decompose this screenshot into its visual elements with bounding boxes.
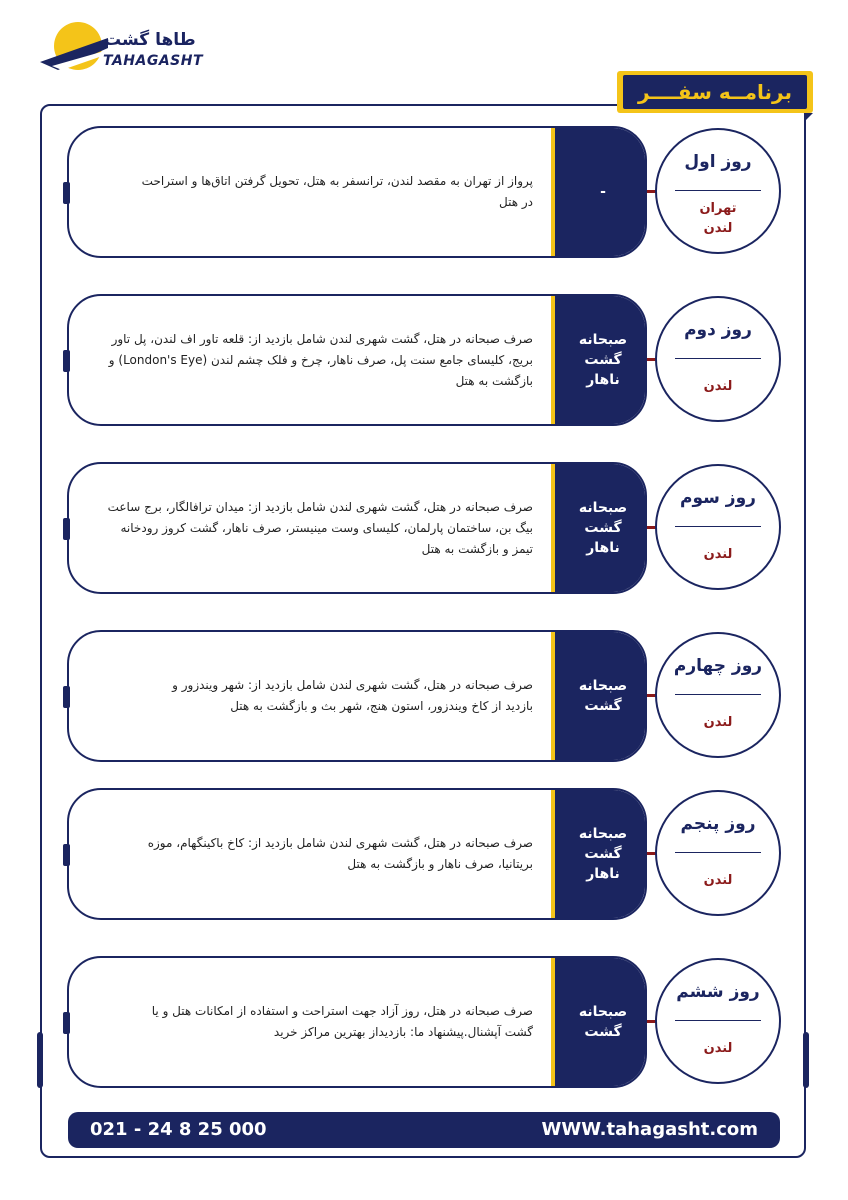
day-cities — [657, 198, 779, 240]
circle-divider — [675, 526, 761, 527]
day-desc-line: بریج، کلیسای جامع سنت پل، صرف ناهار، چرخ و فلک چشم لندن (London's Eye) و — [108, 352, 533, 367]
day-card — [67, 294, 647, 426]
circle-divider — [675, 694, 761, 695]
day-description — [89, 632, 533, 760]
meal-item: صبحانه — [578, 332, 628, 348]
day-cities — [657, 702, 779, 744]
footer-bar — [68, 1112, 780, 1148]
day-city: تهران — [699, 201, 737, 216]
card-edge-mark — [63, 518, 70, 540]
day-row — [67, 788, 783, 920]
meal-item: گشت — [584, 1024, 622, 1040]
brand-name-fa: طاها گشت — [104, 30, 196, 50]
day-description — [89, 958, 533, 1086]
day-city: لندن — [703, 221, 733, 236]
circle-divider — [675, 1020, 761, 1021]
day-row — [67, 956, 783, 1088]
day-name: روز چهارم — [673, 656, 763, 676]
day-desc-line: صرف صبحانه در هتل، گشت شهری لندن شامل بازدید از: شهر ویندزور و — [172, 678, 533, 692]
card-edge-mark — [63, 844, 70, 866]
circle-divider — [675, 852, 761, 853]
day-city: لندن — [703, 715, 733, 730]
brand-name-en: TAHAGASHT — [103, 53, 204, 69]
day-name: روز ششم — [676, 982, 760, 1002]
day-circle — [655, 464, 781, 590]
day-desc-line: در هتل — [499, 195, 533, 209]
day-name: روز پنجم — [680, 814, 756, 834]
day-desc-line: صرف صبحانه در هتل، گشت شهری لندن شامل بازدید از: میدان ترافالگار، برج ساعت — [107, 499, 533, 514]
day-card — [67, 462, 647, 594]
day-city: لندن — [703, 873, 733, 888]
meal-item: صبحانه — [578, 678, 628, 694]
day-card — [67, 956, 647, 1088]
day-cities — [657, 534, 779, 576]
meal-item: - — [600, 184, 606, 200]
day-cities — [657, 860, 779, 902]
card-edge-mark — [63, 1012, 70, 1034]
day-meals — [551, 296, 647, 424]
meal-item: صبحانه — [578, 500, 628, 516]
meal-item: ناهار — [586, 540, 620, 556]
meal-item: گشت — [584, 520, 622, 536]
day-row — [67, 462, 783, 594]
day-row — [67, 294, 783, 426]
day-name: روز دوم — [684, 320, 752, 340]
day-card — [67, 126, 647, 258]
day-city: لندن — [703, 547, 733, 562]
day-description — [89, 464, 533, 592]
meal-item: ناهار — [586, 372, 620, 388]
day-meals — [551, 958, 647, 1086]
day-desc-line: صرف صبحانه در هتل، روز آزاد جهت استراحت و استفاده از امکانات هتل و یا — [151, 1004, 533, 1018]
meal-item: صبحانه — [578, 826, 628, 842]
meal-item: صبحانه — [578, 1004, 628, 1020]
day-meals — [551, 464, 647, 592]
day-desc-line: بریتانیا، صرف ناهار و بازگشت به هتل — [347, 857, 533, 871]
day-desc-line: بازگشت به هتل — [455, 373, 533, 388]
card-edge-mark — [63, 686, 70, 708]
meal-item: گشت — [584, 352, 622, 368]
logo-mark-icon — [38, 20, 108, 80]
meal-item: ناهار — [586, 866, 620, 882]
frame-edge-right — [803, 1032, 809, 1088]
meal-item: گشت — [584, 698, 622, 714]
day-desc-line: پرواز از تهران به مقصد لندن، ترانسفر به هتل، تحویل گرفتن اتاق‌ها و استراحت — [141, 174, 533, 188]
frame-edge-left — [37, 1032, 43, 1088]
day-city: لندن — [703, 1041, 733, 1056]
day-circle — [655, 632, 781, 758]
day-desc-line: صرف صبحانه در هتل، گشت شهری لندن شامل بازدید از: قلعه تاور اف لندن، پل تاور — [111, 331, 533, 346]
day-description — [89, 790, 533, 918]
day-city: لندن — [703, 379, 733, 394]
day-circle — [655, 128, 781, 254]
card-edge-mark — [63, 350, 70, 372]
day-circle — [655, 958, 781, 1084]
day-desc-line: تیمز و بازگشت به هتل — [421, 541, 533, 556]
day-meals — [551, 128, 647, 256]
meal-item: گشت — [584, 846, 622, 862]
page-title-box — [617, 71, 813, 113]
day-meals — [551, 632, 647, 760]
circle-divider — [675, 190, 761, 191]
day-cities — [657, 366, 779, 408]
day-card — [67, 630, 647, 762]
title-tab-fold — [804, 113, 813, 122]
day-name: روز اول — [684, 152, 752, 172]
day-desc-line: گشت آپشنال.پیشنهاد ما: بازدیداز بهترین مراکز خرید — [273, 1025, 533, 1039]
day-circle — [655, 790, 781, 916]
day-name: روز سوم — [680, 488, 756, 508]
day-description — [89, 128, 533, 256]
day-desc-line: بیگ بن، ساختمان پارلمان، کلیسای وست مینیستر، صرف ناهار، گشت کروز رودخانه — [120, 520, 533, 535]
footer-phone[interactable]: 021 - 24 8 25 000 — [90, 1119, 267, 1140]
footer-website[interactable]: WWW.tahagasht.com — [541, 1119, 758, 1140]
day-row — [67, 126, 783, 258]
page-title: برنامــه سفــــر — [623, 75, 807, 109]
day-desc-line: بازدید از کاخ ویندزور، استون هنج، شهر بث و بازگشت به هتل — [230, 699, 533, 713]
card-edge-mark — [63, 182, 70, 204]
circle-divider — [675, 358, 761, 359]
day-meals — [551, 790, 647, 918]
day-desc-line: صرف صبحانه در هتل، گشت شهری لندن شامل بازدید از: کاخ باکینگهام، موزه — [147, 836, 533, 850]
day-row — [67, 630, 783, 762]
day-circle — [655, 296, 781, 422]
day-description — [89, 296, 533, 424]
day-card — [67, 788, 647, 920]
day-cities — [657, 1028, 779, 1070]
